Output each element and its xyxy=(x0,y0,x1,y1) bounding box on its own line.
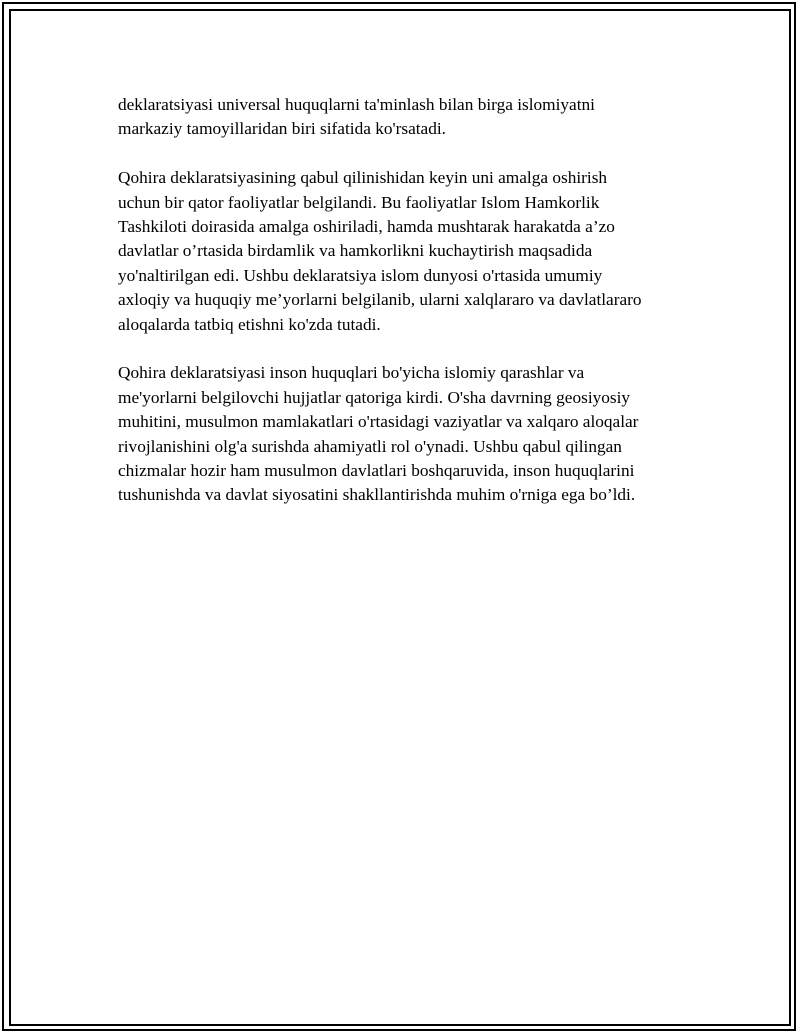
text-line: Qohira deklaratsiyasining qabul qilinishidan keyin uni amalga oshirish xyxy=(118,168,608,188)
text-line: yo'naltirilgan edi. Ushbu deklaratsiya islom dunyosi o'rtasida umumiy xyxy=(118,265,603,285)
text-line: Tashkiloti doirasida amalga oshiriladi, hamda mushtarak harakatda a’zo xyxy=(118,217,615,237)
text-line: tushunishda va davlat siyosatini shakllantirishda muhim o'rniga ega bo’ldi. xyxy=(118,485,636,505)
text-line: rivojlanishini olg'a surishda ahamiyatli rol o'ynadi. Ushbu qabul qilingan xyxy=(118,436,622,456)
text-line: Qohira deklaratsiyasi inson huquqlari bo'yicha islomiy qarashlar va xyxy=(118,363,585,383)
document-body xyxy=(118,93,688,532)
text-line: davlatlar o’rtasida birdamlik va hamkorlikni kuchaytirish maqsadida xyxy=(118,241,593,261)
text-line: markaziy tamoyillaridan biri sifatida ko'rsatadi. xyxy=(118,119,446,139)
text-line: muhitini, musulmon mamlakatlari o'rtasidagi vaziyatlar va xalqaro aloqalar xyxy=(118,412,639,432)
text-line: axloqiy va huquqiy me’yorlarni belgilanib, ularni xalqlararo va davlatlararo xyxy=(118,290,642,310)
paragraph-2 xyxy=(118,166,688,337)
paragraph-1 xyxy=(118,93,688,142)
text-line: deklaratsiyasi universal huquqlarni ta'minlash bilan birga islomiyatni xyxy=(118,95,595,114)
text-line: uchun bir qator faoliyatlar belgilandi. Bu faoliyatlar Islom Hamkorlik xyxy=(118,192,600,212)
paragraph-3 xyxy=(118,361,688,507)
text-line: chizmalar hozir ham musulmon davlatlari boshqaruvida, inson huquqlarini xyxy=(118,461,635,481)
text-line: me'yorlarni belgilovchi hujjatlar qatoriga kirdi. O'sha davrning geosiyosiy xyxy=(118,387,631,407)
text-line: aloqalarda tatbiq etishni ko'zda tutadi. xyxy=(118,314,381,334)
